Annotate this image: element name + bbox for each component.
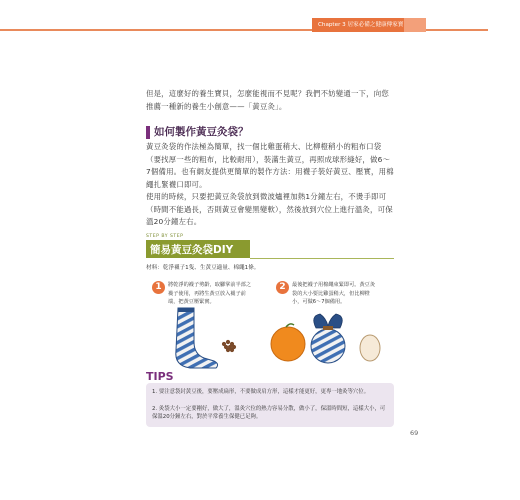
section-title: 如何製作黃豆灸袋？ xyxy=(154,126,249,138)
diy-rule xyxy=(250,258,394,259)
step-1-number: 1 xyxy=(152,281,165,294)
soybean-pile xyxy=(222,340,236,352)
tips-label: TIPS xyxy=(146,370,174,383)
tip-item-2: 2. 灸袋大小一定要剛好，做大了，溫灸穴位的熱力容易分散，做小了，保溫時間短，這樣大小，可保溫20分鐘左右，對於平常養生保健已足夠。 xyxy=(152,406,386,421)
materials-text: 材料：乾淨襪子1隻、生黃豆適量、棉繩1條。 xyxy=(146,265,260,271)
section-paragraph-1: 黃豆灸袋的作法極為簡單，找一個比雞蛋稍大、比柳橙稍小的粗布口袋（要找厚一些的粗布，比較耐用），裝滿生黃豆，再照成球形縫好，做6～7個備用。也有網友提供更簡單的製作方法：用襪子裝好黃豆、壓實，用棉繩扎緊襪口即可。 xyxy=(146,142,394,189)
chapter-badge: Chapter 3 居家必備之健康傳家寶 xyxy=(312,18,404,32)
intro-paragraph: 但是，這麼好的養生寶貝，怎麼能視而不見呢？我們不妨變通一下，向您推薦一種新的養生小創意——「黃豆灸」。 xyxy=(146,89,389,111)
comparison-illustration xyxy=(270,308,390,368)
tip-item-1: 1. 要注意袋封黃豆後，要壓成扁形，不要做成肩方形，這樣才能更好，更專一地灸等穴位。 xyxy=(152,389,370,395)
egg-icon xyxy=(360,335,380,361)
step-by-step-label: STEP BY STEP xyxy=(146,234,184,239)
chapter-corner-tab xyxy=(404,18,426,32)
diy-title: 簡易黃豆灸袋DIY xyxy=(150,244,234,256)
sock-illustration xyxy=(168,306,240,370)
section-paragraph-2: 使用的時候，只要把黃豆灸袋放到微波爐裡加熱1分鐘左右，不燙手即可（時間不能過長，否則黃豆會變黑變軟），然後放到穴位上進行溫灸，可保溫20分鐘左右。 xyxy=(146,192,393,226)
step-1-text: 將乾淨的襪子剪齡，取腳掌前半部之襪子使用，再將生黃豆放入襪子前端，把黃豆壓緊實。 xyxy=(168,282,252,306)
section-title-bar xyxy=(146,126,150,139)
soybean-bag-icon xyxy=(311,314,345,363)
orange-icon xyxy=(271,324,305,361)
page-number: 69 xyxy=(410,429,419,437)
step-2-text: 最後把襪子用棉繩束緊即可。黃豆灸袋的大小要比雞蛋稍大，但比柳橙小，可做6～7個備用。 xyxy=(292,282,376,306)
step-2-number: 2 xyxy=(276,281,289,294)
